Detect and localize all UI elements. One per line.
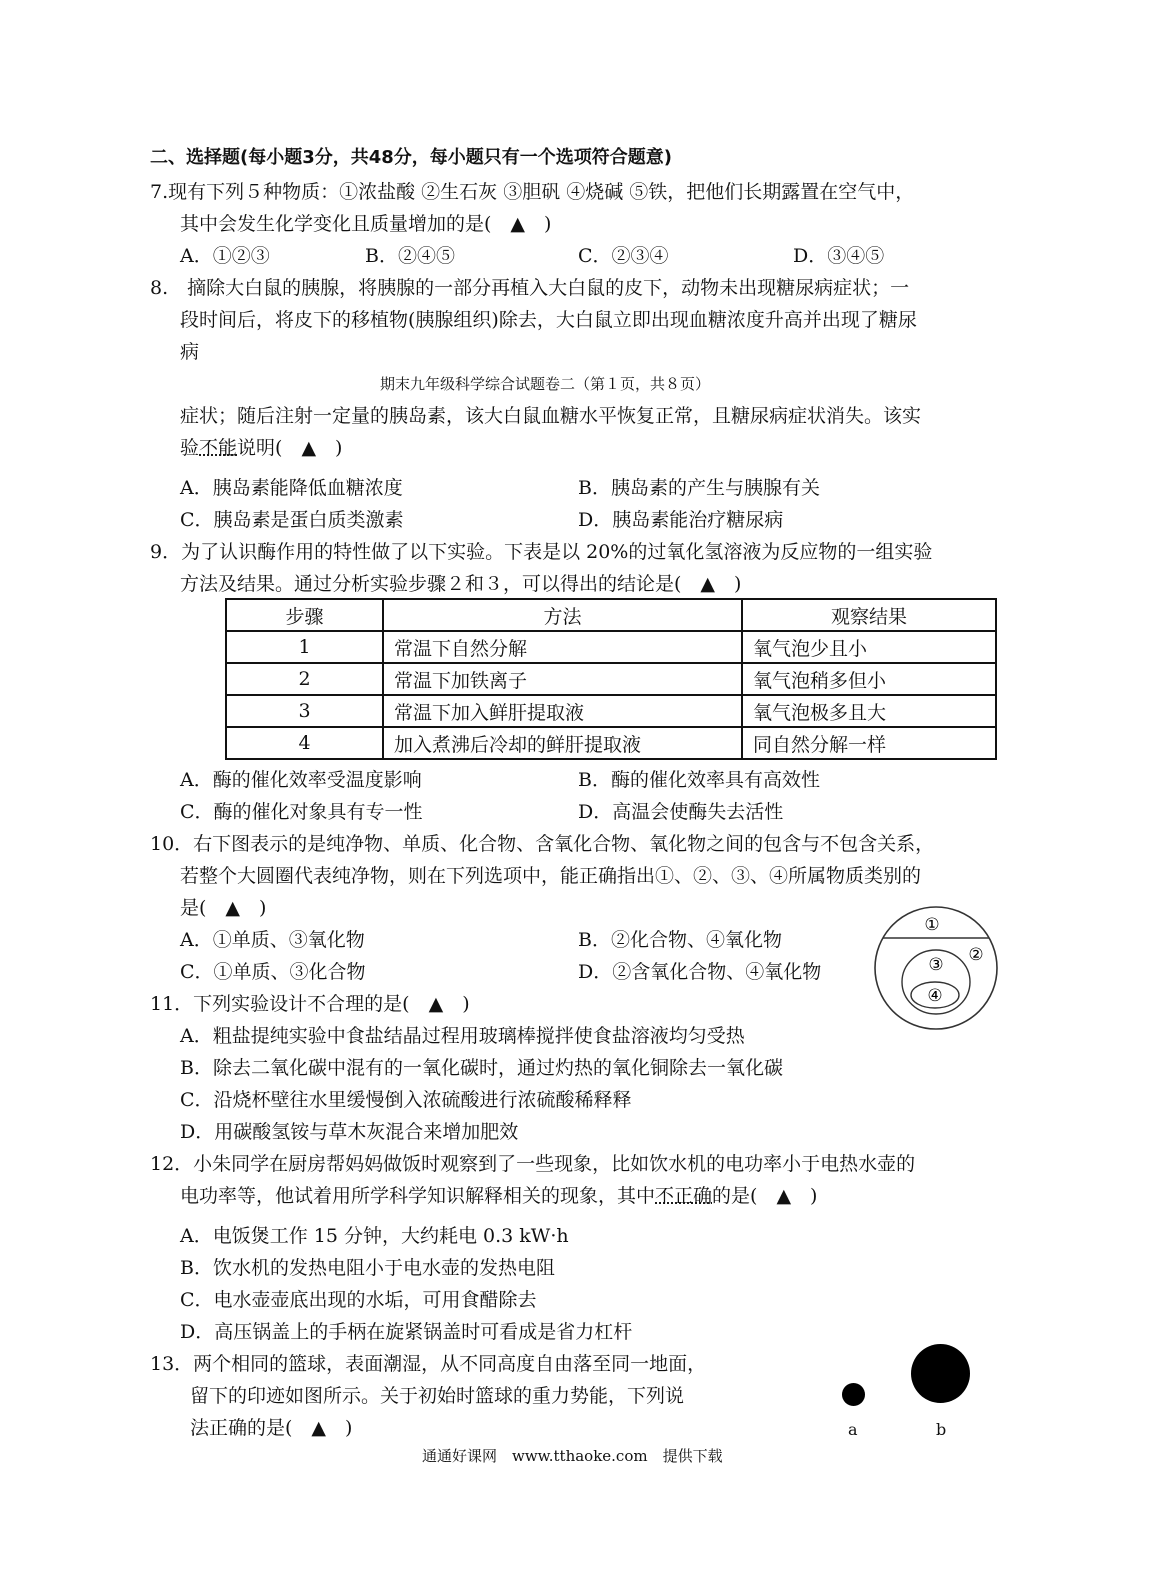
table-header-row [226, 599, 996, 631]
table-row [226, 663, 996, 695]
q13-line-2: 留下的印迹如图所示。关于初始时篮球的重力势能，下列说 [190, 1385, 685, 1407]
q8-line-2: 段时间后，将皮下的移植物(胰腺组织)除去，大白鼠立即出现血糖浓度升高并出现了糖尿 [180, 309, 917, 331]
q12-option-d: D．高压锅盖上的手柄在旋紧锅盖时可看成是省力杠杆 [180, 1321, 633, 1343]
q8-line-4: 症状；随后注射一定量的胰岛素，该大白鼠血糖水平恢复正常，且糖尿病症状消失。该实 [180, 405, 922, 427]
q10-option-a: A．①单质、③氧化物 [180, 929, 365, 951]
q13-line-1: 13．两个相同的篮球，表面潮湿，从不同高度自由落至同一地面， [150, 1353, 707, 1375]
q8-line-1: 8. 摘除大白鼠的胰腺，将胰腺的一部分再植入大白鼠的皮下，动物未出现糖尿病症状；一 [150, 277, 910, 299]
q10-option-c: C．①单质、③化合物 [180, 961, 366, 983]
q9-line-1: 9．为了认识酶作用的特性做了以下实验。下表是以 20%的过氧化氢溶液为反应物的一组实验 [150, 541, 933, 563]
q12-option-b: B．饮水机的发热电阻小于电水壶的发热电阻 [180, 1257, 555, 1279]
q12-emphasis: 不正确 [655, 1185, 713, 1207]
q11-option-a: A．粗盐提纯实验中食盐结晶过程用玻璃棒搅拌使食盐溶液均匀受热 [180, 1025, 745, 1047]
q8-option-c: C．胰岛素是蛋白质类激素 [180, 509, 404, 531]
substance-category-diagram [872, 904, 1000, 1032]
q7-option-d: D．③④⑤ [793, 245, 885, 267]
q11-option-d: D．用碳酸氢铵与草木灰混合来增加肥效 [180, 1121, 519, 1143]
table-cell: 同自然分解一样 [742, 727, 996, 759]
table-row [226, 695, 996, 727]
diagram-label-2: ② [968, 945, 984, 965]
section-title: 二、选择题(每小题3分，共48分，每小题只有一个选项符合题意) [150, 147, 673, 168]
ball-mark-a [842, 1383, 865, 1406]
q10-option-d: D．②含氧化合物、④氧化物 [578, 961, 822, 983]
experiment-table [225, 598, 997, 760]
q11-option-c: C．沿烧杯壁往水里缓慢倒入浓硫酸进行浓硫酸稀释释 [180, 1089, 632, 1111]
ball-label-b: b [936, 1420, 947, 1439]
table-header-method: 方法 [383, 599, 742, 631]
table-header-result: 观察结果 [742, 599, 996, 631]
table-cell: 常温下加入鲜肝提取液 [383, 695, 742, 727]
q8-line-5 [180, 436, 342, 460]
q10-line-3: 是( ▲ ) [180, 897, 267, 919]
q10-line-1: 10．右下图表示的是纯净物、单质、化合物、含氧化合物、氧化物之间的包含与不包含关系， [150, 833, 935, 855]
q7-option-c: C．②③④ [578, 245, 669, 267]
table-cell: 3 [226, 695, 383, 727]
page-note: 期末九年级科学综合试题卷二（第１页，共８页） [380, 375, 711, 393]
q9-option-a: A．酶的催化效率受温度影响 [180, 769, 422, 791]
footer-text: 通通好课网 www.tthaoke.com 提供下载 [422, 1447, 723, 1465]
table-cell: 常温下加铁离子 [383, 663, 742, 695]
diagram-label-4: ④ [927, 986, 943, 1006]
table-cell: 氧气泡少且小 [742, 631, 996, 663]
table-row [226, 631, 996, 663]
table-cell: 常温下自然分解 [383, 631, 742, 663]
table-cell: 氧气泡稍多但小 [742, 663, 996, 695]
q8-emphasis: 不能 [199, 437, 238, 459]
q11-line-1: 11．下列实验设计不合理的是( ▲ ) [150, 993, 470, 1015]
q13-line-3: 法正确的是( ▲ ) [190, 1417, 353, 1439]
table-cell: 1 [226, 631, 383, 663]
ball-mark-b [911, 1344, 970, 1403]
q9-option-c: C．酶的催化对象具有专一性 [180, 801, 423, 823]
table-cell: 加入煮沸后冷却的鲜肝提取液 [383, 727, 742, 759]
q10-line-2: 若整个大圆圈代表纯净物，则在下列选项中，能正确指出①、②、③、④所属物质类别的 [180, 865, 922, 887]
q8-line-3: 病 [180, 341, 200, 363]
q9-option-b: B．酶的催化效率具有高效性 [578, 769, 820, 791]
q12-line-2 [180, 1184, 817, 1208]
q9-line-2: 方法及结果。通过分析实验步骤２和３，可以得出的结论是( ▲ ) [180, 573, 742, 595]
q7-option-b: B．②④⑤ [365, 245, 455, 267]
q12-line-2-a: 电功率等，他试着用所学科学知识解释相关的现象，其中 [180, 1185, 656, 1207]
diagram-label-3: ③ [928, 955, 944, 975]
q8-option-a: A．胰岛素能降低血糖浓度 [180, 477, 403, 499]
table-cell: 2 [226, 663, 383, 695]
table-header-step: 步骤 [226, 599, 383, 631]
q9-option-d: D．高温会使酶失去活性 [578, 801, 784, 823]
table-cell: 氧气泡极多且大 [742, 695, 996, 727]
q7-line-2: 其中会发生化学变化且质量增加的是( ▲ ) [180, 213, 552, 235]
ball-label-a: a [848, 1420, 858, 1439]
q8-line-5-c: 说明( ▲ ) [237, 437, 343, 459]
q12-line-2-c: 的是( ▲ ) [712, 1185, 818, 1207]
q8-option-b: B．胰岛素的产生与胰腺有关 [578, 477, 820, 499]
table-row [226, 727, 996, 759]
diagram-label-1: ① [924, 915, 940, 935]
table-cell: 4 [226, 727, 383, 759]
q7-option-a: A．①②③ [180, 245, 270, 267]
q10-option-b: B．②化合物、④氧化物 [578, 929, 782, 951]
q11-option-b: B．除去二氧化碳中混有的一氧化碳时，通过灼热的氧化铜除去一氧化碳 [180, 1057, 783, 1079]
q12-line-1: 12．小朱同学在厨房帮妈妈做饭时观察到了一些现象，比如饮水机的电功率小于电热水壶的 [150, 1153, 916, 1175]
q12-option-c: C．电水壶壶底出现的水垢，可用食醋除去 [180, 1289, 537, 1311]
q7-line-1: 7.现有下列５种物质：①浓盐酸 ②生石灰 ③胆矾 ④烧碱 ⑤铁，把他们长期露置在空气中， [150, 181, 915, 203]
q8-line-5-a: 验 [180, 437, 200, 459]
q8-option-d: D．胰岛素能治疗糖尿病 [578, 509, 784, 531]
q12-option-a: A．电饭煲工作 15 分钟，大约耗电 0.3 kW·h [180, 1225, 569, 1247]
